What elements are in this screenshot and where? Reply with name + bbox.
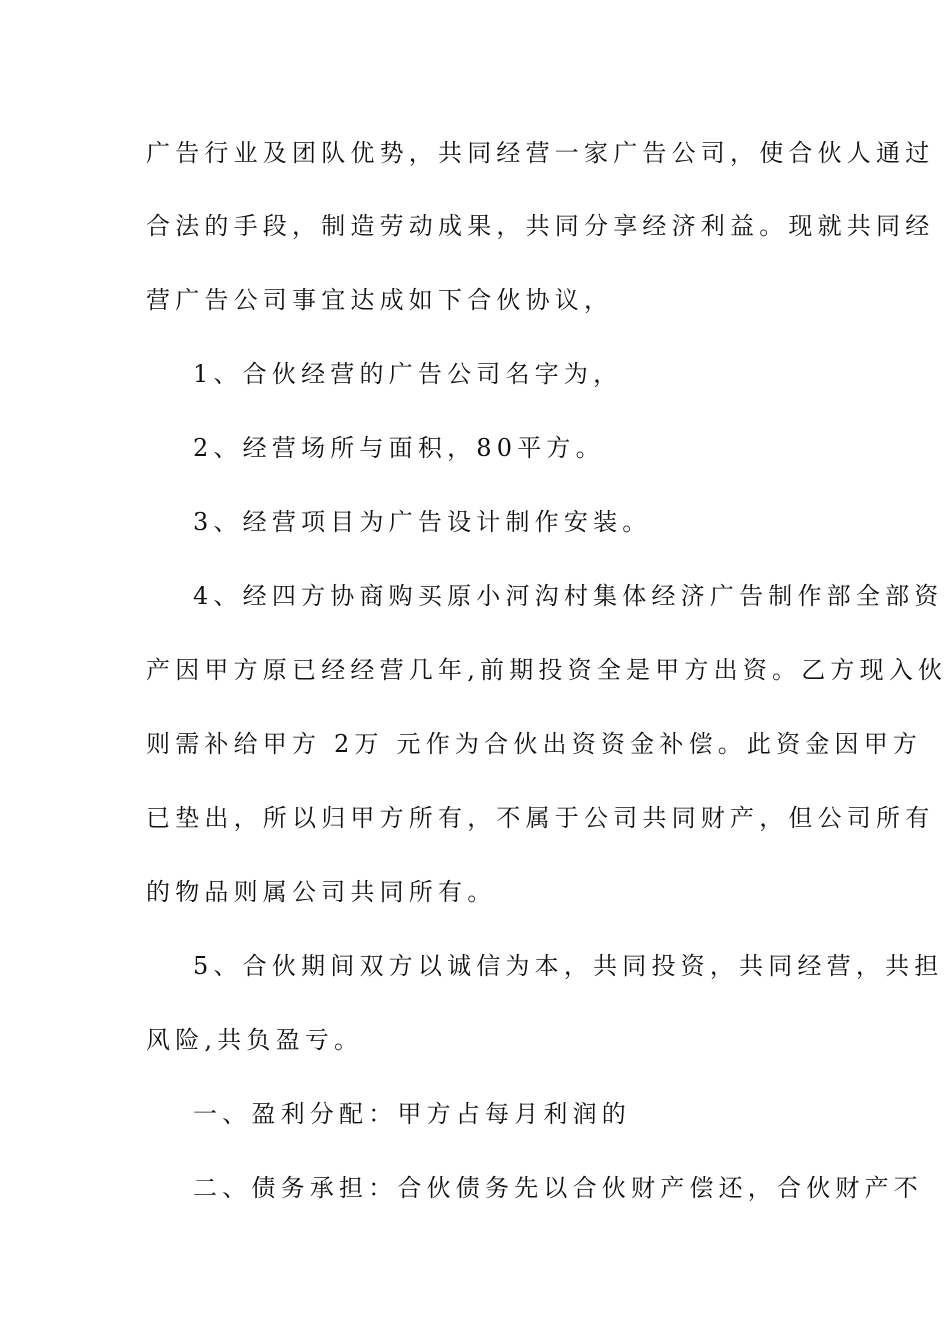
section-profit-line: 一、盈利分配：甲方占每月利润的	[193, 1100, 631, 1128]
clause-2-line: 2、经营场所与面积，80平方。	[193, 434, 605, 462]
clause-5-line: 5、合伙期间双方以诚信为本，共同投资，共同经营，共担	[193, 952, 944, 980]
paragraph-line: 产因甲方原已经经营几年,前期投资全是甲方出资。乙方现入伙	[146, 656, 948, 684]
clause-4-line: 4、经四方协商购买原小河沟村集体经济广告制作部全部资	[193, 582, 944, 610]
paragraph-line: 广告行业及团队优势，共同经营一家广告公司，使合伙人通过	[146, 139, 935, 167]
clause-1-line: 1、合伙经营的广告公司名字为，	[193, 360, 623, 388]
paragraph-line: 风险,共负盈亏。	[146, 1026, 364, 1054]
paragraph-line: 的物品则属公司共同所有。	[146, 878, 497, 906]
paragraph-line: 合法的手段，制造劳动成果，共同分享经济利益。现就共同经	[146, 212, 935, 240]
section-debt-line: 二、债务承担：合伙债务先以合伙财产偿还，合伙财产不	[193, 1174, 923, 1202]
paragraph-line: 则需补给甲方 2万 元作为合伙出资资金补偿。此资金因甲方	[146, 730, 923, 758]
paragraph-line: 营广告公司事宜达成如下合伙协议，	[146, 286, 614, 314]
paragraph-line: 已垫出，所以归甲方所有，不属于公司共同财产，但公司所有	[146, 804, 935, 832]
clause-3-line: 3、经营项目为广告设计制作安装。	[193, 508, 652, 536]
